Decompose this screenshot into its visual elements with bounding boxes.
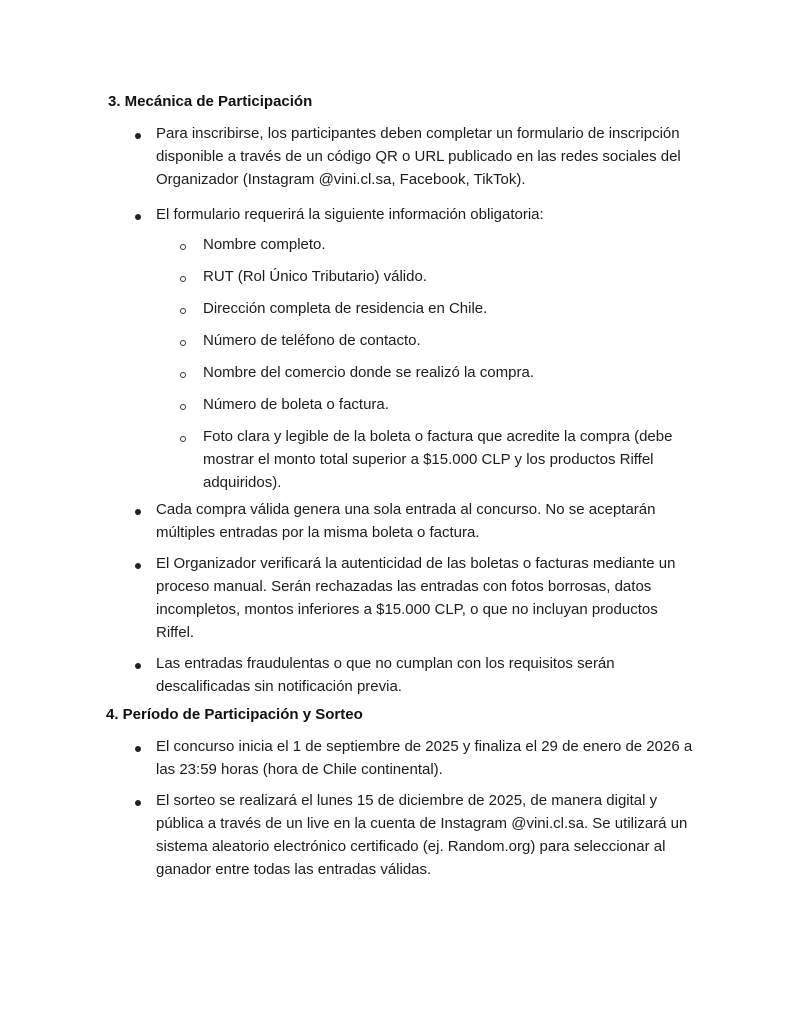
bullet-icon: [135, 509, 141, 515]
circle-bullet-icon: [180, 340, 186, 346]
list-item: Para inscribirse, los participantes deben completar un formulario de inscripción disponible a través de un código QR o URL publicado en las redes sociales del Organizador (Instagram @vini.cl.sa, Facebook, TikTok).: [156, 125, 681, 188]
circle-bullet-icon: [180, 436, 186, 442]
bullet-icon: [135, 133, 141, 139]
bullet-icon: [135, 214, 141, 220]
list-item: Las entradas fraudulentas o que no cumplan con los requisitos serán descalificadas sin notificación previa.: [156, 655, 615, 695]
bullet-icon: [135, 663, 141, 669]
circle-bullet-icon: [180, 404, 186, 410]
section-heading-mecanica: 3. Mecánica de Participación: [108, 93, 313, 110]
list-item: El concurso inicia el 1 de septiembre de 2025 y finaliza el 29 de enero de 2026 a las 23:59 horas (hora de Chile continental).: [156, 738, 693, 778]
sub-list-item: Nombre completo.: [203, 236, 326, 253]
list-item: El Organizador verificará la autenticidad de las boletas o facturas mediante un proceso manual. Serán rechazadas las entradas con fotos borrosas, datos incompletos, montos inferiores a $15.000 CLP, o que no incluyan productos Riffel.: [156, 555, 676, 641]
bullet-icon: [135, 563, 141, 569]
circle-bullet-icon: [180, 372, 186, 378]
sub-list-item: Número de boleta o factura.: [203, 396, 389, 413]
circle-bullet-icon: [180, 244, 186, 250]
list-item: Cada compra válida genera una sola entrada al concurso. No se aceptarán múltiples entradas por la misma boleta o factura.: [156, 501, 656, 541]
bullet-icon: [135, 800, 141, 806]
circle-bullet-icon: [180, 308, 186, 314]
sub-list-item: RUT (Rol Único Tributario) válido.: [203, 268, 427, 285]
bullet-icon: [135, 746, 141, 752]
section-heading-periodo: 4. Período de Participación y Sorteo: [106, 706, 363, 723]
sub-list-item: Número de teléfono de contacto.: [203, 332, 421, 349]
sub-list-item: Dirección completa de residencia en Chile.: [203, 300, 488, 317]
sub-list-item: Nombre del comercio donde se realizó la compra.: [203, 364, 534, 381]
circle-bullet-icon: [180, 276, 186, 282]
list-item: El sorteo se realizará el lunes 15 de diciembre de 2025, de manera digital y pública a través de un live en la cuenta de Instagram @vini.cl.sa. Se utilizará un sistema aleatorio electrónico certificado (ej. Random.org) para seleccionar al ganador entre todas las entradas válidas.: [156, 792, 688, 878]
list-item: El formulario requerirá la siguiente información obligatoria:: [156, 206, 544, 223]
sub-list-item: Foto clara y legible de la boleta o factura que acredite la compra (debe mostrar el monto total superior a $15.000 CLP y los productos Riffel adquiridos).: [203, 428, 673, 491]
